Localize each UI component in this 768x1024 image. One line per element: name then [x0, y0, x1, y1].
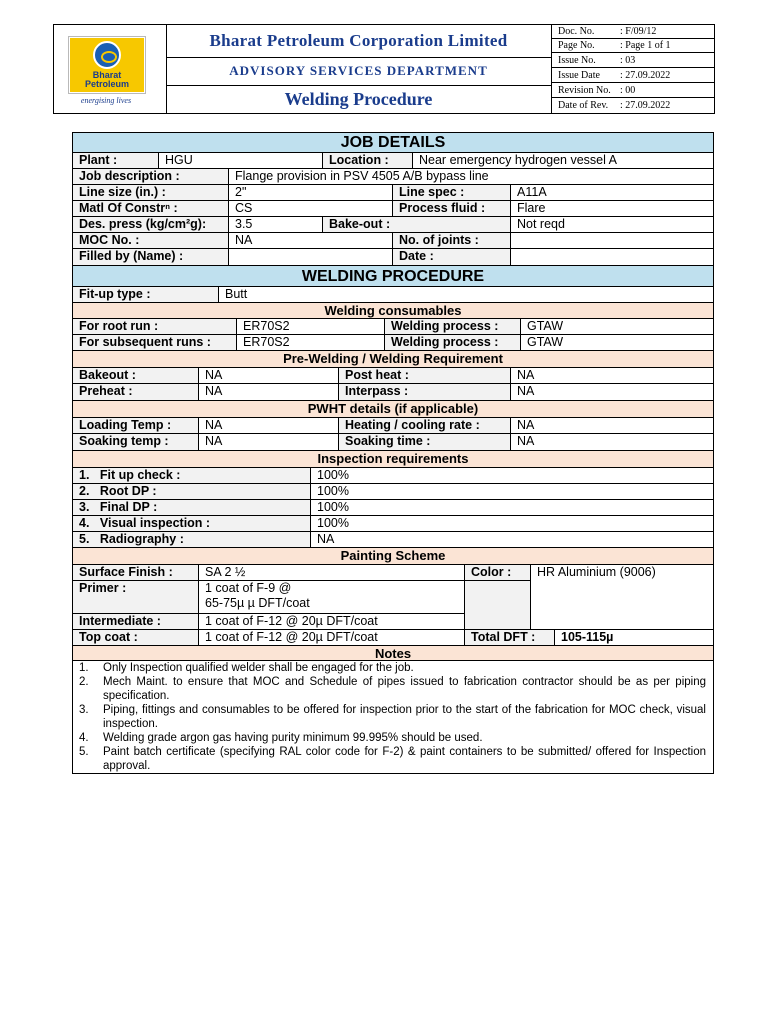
value-process-fluid: Flare: [517, 201, 546, 215]
label-welding-process: Welding process :: [385, 335, 521, 350]
label-interpass: Interpass :: [339, 384, 511, 400]
note-text: Mech Maint. to ensure that MOC and Schedule of pipes issued to fabrication contractor should be as per piping specification.: [103, 676, 706, 702]
value-subsequent-process: GTAW: [527, 335, 564, 349]
section-title: Inspection requirements: [317, 451, 469, 466]
label-plant: Plant :: [73, 153, 159, 168]
row-filled-by: [73, 249, 713, 266]
note-number: 3.: [79, 704, 89, 716]
note-number: 1.: [79, 662, 89, 674]
section-painting: [73, 548, 713, 565]
value-moc: NA: [229, 233, 393, 248]
label-root-run: For root run :: [73, 319, 237, 334]
value-root-process: GTAW: [527, 319, 564, 333]
row-soaking-temp: [73, 434, 713, 451]
label-surface-finish: Surface Finish :: [73, 565, 199, 581]
inspection-number: 5.: [79, 532, 90, 546]
inspection-name: Root DP :: [99, 484, 157, 498]
inspection-label: [73, 532, 311, 547]
color-blank-cell: [531, 581, 713, 630]
label-moc: MOC No. :: [73, 233, 229, 248]
value-joints: [511, 233, 713, 248]
meta-value: : 27.09.2022: [620, 70, 671, 81]
value-root-run: ER70S2: [237, 319, 385, 334]
note-number: 4.: [79, 732, 89, 744]
row-bakeout: [73, 368, 713, 384]
inspection-name: Visual inspection :: [99, 516, 211, 530]
row-design-pressure: [73, 217, 713, 233]
value-line-spec: A11A: [517, 185, 547, 199]
row-subsequent-runs: [73, 335, 713, 351]
meta-row: [552, 25, 715, 39]
inspection-value: 100%: [317, 500, 349, 514]
note-item: [73, 745, 713, 773]
logo-tagline: energising lives: [80, 96, 132, 105]
section-pwht: [73, 401, 713, 418]
note-text: Paint batch certificate (specifying RAL color code for F-2) & paint containers to be submitted/ offered for Inspection approval.: [103, 746, 706, 772]
header-divider: [166, 57, 551, 58]
meta-value: : 03: [620, 55, 636, 66]
value-plant: HGU: [159, 153, 323, 168]
label-loading-temp: Loading Temp :: [73, 418, 199, 433]
logo-text-bharat: Bharat: [92, 70, 122, 80]
meta-row: [552, 39, 715, 53]
inspection-value: 100%: [317, 468, 349, 482]
meta-key: Page No.: [558, 40, 595, 51]
row-job-description: [73, 169, 713, 185]
value-soaking-temp: NA: [199, 434, 339, 450]
inspection-number: 2.: [79, 484, 90, 498]
label-subsequent-runs: For subsequent runs :: [73, 335, 237, 350]
meta-key: Issue Date: [558, 70, 600, 81]
document-meta: [551, 25, 715, 113]
row-preheat: [73, 384, 713, 401]
primer-line-2: 65-75µ µ DFT/coat: [205, 596, 310, 610]
label-design-pressure: Des. press (kg/cm²g):: [73, 217, 229, 232]
inspection-label: [73, 500, 311, 515]
meta-value: : F/09/12: [620, 26, 657, 37]
value-top-coat: 1 coat of F-12 @ 20µ DFT/coat: [199, 630, 465, 645]
label-total-dft: Total DFT :: [465, 630, 555, 645]
section-title: Welding consumables: [324, 303, 462, 318]
header-titles: [166, 25, 551, 113]
section-title: JOB DETAILS: [340, 134, 446, 151]
value-intermediate: 1 coat of F-12 @ 20µ DFT/coat: [199, 614, 465, 629]
meta-key: Revision No.: [558, 85, 611, 96]
section-title: Pre-Welding / Welding Requirement: [283, 351, 503, 366]
welding-form: [72, 132, 714, 774]
value-surface-finish: SA 2 ½: [199, 565, 465, 581]
inspection-number: 1.: [79, 468, 90, 482]
color-swatch-cell: [465, 581, 531, 630]
value-total-dft: 105-115µ: [561, 630, 614, 644]
row-primer: [73, 581, 465, 614]
logo-cell: [54, 25, 167, 113]
inspection-name: Final DP :: [99, 500, 158, 514]
value-loading-temp: NA: [199, 418, 339, 433]
value-color: HR Aluminium (9006): [537, 565, 656, 579]
row-root-run: [73, 319, 713, 335]
row-top-coat: [73, 630, 713, 646]
meta-row: [552, 54, 715, 68]
meta-value: : 27.09.2022: [620, 100, 671, 111]
value-job-description: Flange provision in PSV 4505 A/B bypass line: [235, 169, 489, 183]
inspection-name: Radiography :: [99, 532, 184, 546]
section-title: PWHT details (if applicable): [307, 401, 479, 416]
meta-value: : 00: [620, 85, 636, 96]
note-number: 5.: [79, 746, 89, 758]
logo-emblem-icon: [93, 41, 121, 69]
value-interpass: NA: [517, 384, 535, 398]
label-soaking-time: Soaking time :: [339, 434, 511, 450]
company-name: Bharat Petroleum Corporation Limited: [209, 31, 508, 50]
value-filled-by: [229, 249, 393, 265]
inspection-value: 100%: [317, 516, 349, 530]
label-bake-out: Bake-out :: [323, 217, 511, 232]
label-fitup: Fit-up type :: [73, 287, 219, 302]
meta-key: Issue No.: [558, 55, 596, 66]
label-post-heat: Post heat :: [339, 368, 511, 383]
value-primer: [199, 581, 465, 613]
label-welding-process: Welding process :: [385, 319, 521, 334]
meta-key: Date of Rev.: [558, 100, 609, 111]
section-welding-consumables: [73, 303, 713, 319]
document-header: [53, 24, 715, 114]
value-bake-out: Not reqd: [517, 217, 565, 231]
inspection-row: [73, 500, 713, 516]
meta-value: : Page 1 of 1: [620, 40, 671, 51]
bpcl-logo: [68, 36, 146, 94]
section-title: WELDING PROCEDURE: [301, 268, 485, 285]
section-inspection: [73, 451, 713, 468]
label-date: Date :: [393, 249, 511, 265]
row-intermediate: [73, 614, 465, 630]
section-notes: [73, 646, 713, 661]
inspection-label: [73, 516, 311, 531]
row-moc: [73, 233, 713, 249]
department-name: ADVISORY SERVICES DEPARTMENT: [229, 63, 488, 78]
note-text: Welding grade argon gas having purity minimum 99.995% should be used.: [103, 732, 483, 744]
label-primer: Primer :: [73, 581, 199, 613]
label-top-coat: Top coat :: [73, 630, 199, 645]
inspection-number: 3.: [79, 500, 90, 514]
value-heating-rate: NA: [517, 418, 535, 432]
label-bakeout: Bakeout :: [73, 368, 199, 383]
logo-text-petroleum: Petroleum: [84, 79, 129, 89]
inspection-label: [73, 484, 311, 499]
primer-line-1: 1 coat of F-9 @: [205, 581, 292, 595]
inspection-number: 4.: [79, 516, 90, 530]
logo-background: [70, 38, 144, 92]
document-title: Welding Procedure: [284, 89, 433, 109]
inspection-row: [73, 484, 713, 500]
label-heating-rate: Heating / cooling rate :: [339, 418, 511, 433]
label-process-fluid: Process fluid :: [393, 201, 511, 216]
header-divider: [166, 85, 551, 86]
note-text: Piping, fittings and consumables to be offered for inspection prior to the start of the fabrication for MOC check, visual inspection.: [103, 704, 706, 730]
row-line-size: [73, 185, 713, 201]
row-fitup: [73, 287, 713, 303]
inspection-value: 100%: [317, 484, 349, 498]
label-material: Matl Of Constrⁿ :: [73, 201, 229, 216]
row-surface-finish: [73, 565, 713, 581]
value-bakeout: NA: [199, 368, 339, 383]
inspection-name: Fit up check :: [99, 468, 181, 482]
label-preheat: Preheat :: [73, 384, 199, 400]
value-date: [511, 249, 713, 265]
note-item: [73, 731, 713, 745]
meta-row: [552, 99, 715, 113]
label-line-spec: Line spec :: [393, 185, 511, 200]
value-fitup: Butt: [225, 287, 248, 301]
label-intermediate: Intermediate :: [73, 614, 199, 629]
value-soaking-time: NA: [517, 434, 535, 448]
value-preheat: NA: [199, 384, 339, 400]
row-material: [73, 201, 713, 217]
inspection-row: [73, 516, 713, 532]
label-color: Color :: [465, 565, 531, 581]
note-item: [73, 675, 713, 703]
meta-row: [552, 69, 715, 83]
label-joints: No. of joints :: [393, 233, 511, 248]
value-location: Near emergency hydrogen vessel A: [419, 153, 618, 167]
row-loading-temp: [73, 418, 713, 434]
label-line-size: Line size (in.) :: [73, 185, 229, 200]
inspection-row: [73, 468, 713, 484]
section-welding-procedure: [73, 266, 713, 287]
note-number: 2.: [79, 676, 89, 688]
inspection-row: [73, 532, 713, 548]
label-location: Location :: [323, 153, 413, 168]
inspection-label: [73, 468, 311, 483]
row-plant: [73, 153, 713, 169]
note-item: [73, 703, 713, 731]
value-subsequent-runs: ER70S2: [237, 335, 385, 350]
value-material: CS: [229, 201, 393, 216]
value-design-pressure: 3.5: [229, 217, 323, 232]
note-item: [73, 661, 713, 675]
meta-row: [552, 84, 715, 98]
label-filled-by: Filled by (Name) :: [73, 249, 229, 265]
label-job-description: Job description :: [73, 169, 229, 184]
section-job-details: [73, 133, 713, 153]
label-soaking-temp: Soaking temp :: [73, 434, 199, 450]
section-title: Notes: [374, 646, 412, 661]
inspection-value: NA: [317, 532, 335, 546]
note-text: Only Inspection qualified welder shall be engaged for the job.: [103, 662, 414, 674]
meta-key: Doc. No.: [558, 26, 595, 37]
section-pre-welding: [73, 351, 713, 368]
section-title: Painting Scheme: [340, 548, 446, 563]
value-line-size: 2": [229, 185, 393, 200]
value-post-heat: NA: [517, 368, 535, 382]
